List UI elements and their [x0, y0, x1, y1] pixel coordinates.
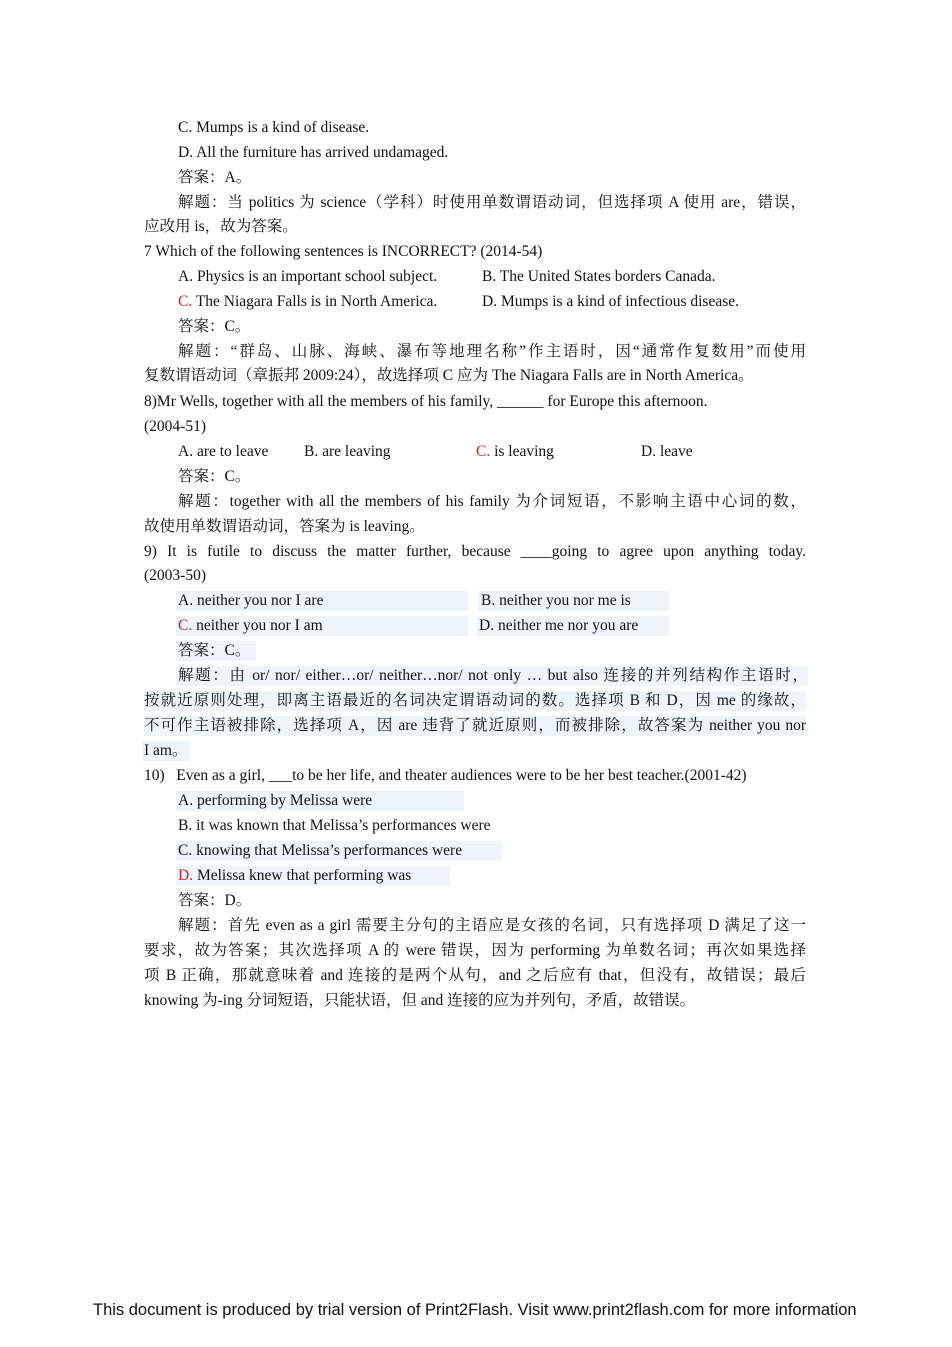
q10-explanation-line4: knowing 为-ing 分词短语，只能状语，但 and 连接的应为并列句，矛盾，故错误。 — [144, 992, 696, 1009]
q8-option-c-letter: C. — [476, 443, 491, 460]
q6-option-c: C. Mumps is a kind of disease. — [178, 119, 370, 136]
q7-option-d: D. Mumps is a kind of infectious disease. — [482, 293, 740, 310]
q7-option-c — [178, 292, 437, 312]
q10-option-a: A. performing by Melissa were — [176, 791, 464, 811]
q6-explanation-line2: 应改用 is，故为答案。 — [144, 218, 298, 235]
q9-option-c-letter: C. — [178, 617, 193, 634]
trial-version-footer: This document is produced by trial version of Print2Flash. Visit www.print2flash.com for more information — [93, 1301, 857, 1319]
q6-explanation-line1: 解题：当 politics 为 science（学科）时使用单数谓语动词，但选择项 A 使用 are，错误， — [178, 194, 806, 211]
q7-answer: 答案：C。 — [178, 318, 251, 335]
q7-explanation-line2: 复数谓语动词（章振邦 2009:24），故选择项 C 应为 The Niagara Falls are in North America。 — [144, 367, 754, 384]
q9-option-c-text: neither you nor I am — [192, 617, 323, 634]
q10-option-d — [176, 866, 450, 886]
q10-explanation-line1: 解题：首先 even as a girl 需要主分句的主语应是女孩的名词，只有选择项 D 满足了这一 — [178, 917, 806, 934]
q8-option-a: A. are to leave — [178, 443, 269, 460]
q10-option-c: C. knowing that Melissa’s performances were — [176, 841, 502, 861]
q9-stem-line1: 9) It is futile to discuss the matter further, because ____going to agree upon anything today. — [144, 543, 806, 560]
q10-option-d-text: Melissa knew that performing was — [193, 867, 412, 884]
q10-answer: 答案：D。 — [178, 892, 252, 909]
q7-option-a: A. Physics is an important school subject. — [178, 268, 438, 285]
q9-explanation-line4: I am。 — [142, 741, 190, 761]
q8-explanation-line2: 故使用单数谓语动词，答案为 is leaving。 — [144, 518, 425, 535]
q9-stem-line2: (2003-50) — [144, 567, 206, 584]
q8-stem-line2: (2004-51) — [144, 418, 206, 435]
q10-explanation-line3: 项 B 正确，那就意味着 and 连接的是两个从句，and 之后应有 that，但没有，故错误；最后 — [144, 967, 806, 984]
q8-stem-line1: 8)Mr Wells, together with all the members of his family, ______ for Europe this afternoon. — [144, 393, 708, 410]
q9-explanation-line1: 解题：由 or/ nor/ either…or/ neither…nor/ not only … but also 连接的并列结构作主语时， — [178, 667, 808, 684]
q8-option-c-text: is leaving — [490, 443, 554, 460]
q9-explanation-line3: 不可作主语被排除，选择项 A，因 are 违背了就近原则，而被排除，故答案为 neither you nor — [144, 717, 806, 734]
q10-explanation-line2: 要求，故为答案；其次选择项 A 的 were 错误，因为 performing 为单数名词；再次如果选择 — [144, 942, 806, 959]
q9-option-b: B. neither you nor me is — [478, 591, 669, 611]
q8-answer: 答案：C。 — [178, 468, 251, 485]
q8-option-b: B. are leaving — [304, 443, 391, 460]
q10-option-b: B. it was known that Melissa’s performances were — [178, 817, 491, 834]
q10-option-d-letter: D. — [178, 867, 194, 884]
q6-answer: 答案：A。 — [178, 169, 252, 186]
q7-option-c-text: The Niagara Falls is in North America. — [192, 293, 438, 310]
q9-option-a: A. neither you nor I are — [176, 591, 468, 611]
q9-answer: 答案：C。 — [176, 641, 256, 661]
q8-explanation-line1: 解题：together with all the members of his family 为介词短语，不影响主语中心词的数， — [178, 493, 806, 510]
q7-stem: 7 Which of the following sentences is INCORRECT? (2014-54) — [144, 243, 543, 260]
q10-stem: 10) Even as a girl, ___to be her life, and theater audiences were to be her best teacher.(2001-42) — [144, 767, 747, 784]
q7-option-c-letter: C. — [178, 293, 193, 310]
q9-explanation-line2: 按就近原则处理，即离主语最近的名词决定谓语动词的数。选择项 B 和 D，因 me 的缘故， — [144, 692, 806, 709]
q8-option-d: D. leave — [641, 443, 693, 460]
q9-option-c — [176, 616, 468, 636]
q8-option-c — [476, 442, 554, 462]
q7-option-b: B. The United States borders Canada. — [482, 268, 716, 285]
q9-option-d: D. neither me nor you are — [477, 616, 669, 636]
q7-explanation-line1: 解题：“群岛、山脉、海峡、瀑布等地理名称”作主语时，因“通常作复数用”而使用 — [178, 343, 806, 360]
q6-option-d: D. All the furniture has arrived undamaged. — [178, 144, 449, 161]
